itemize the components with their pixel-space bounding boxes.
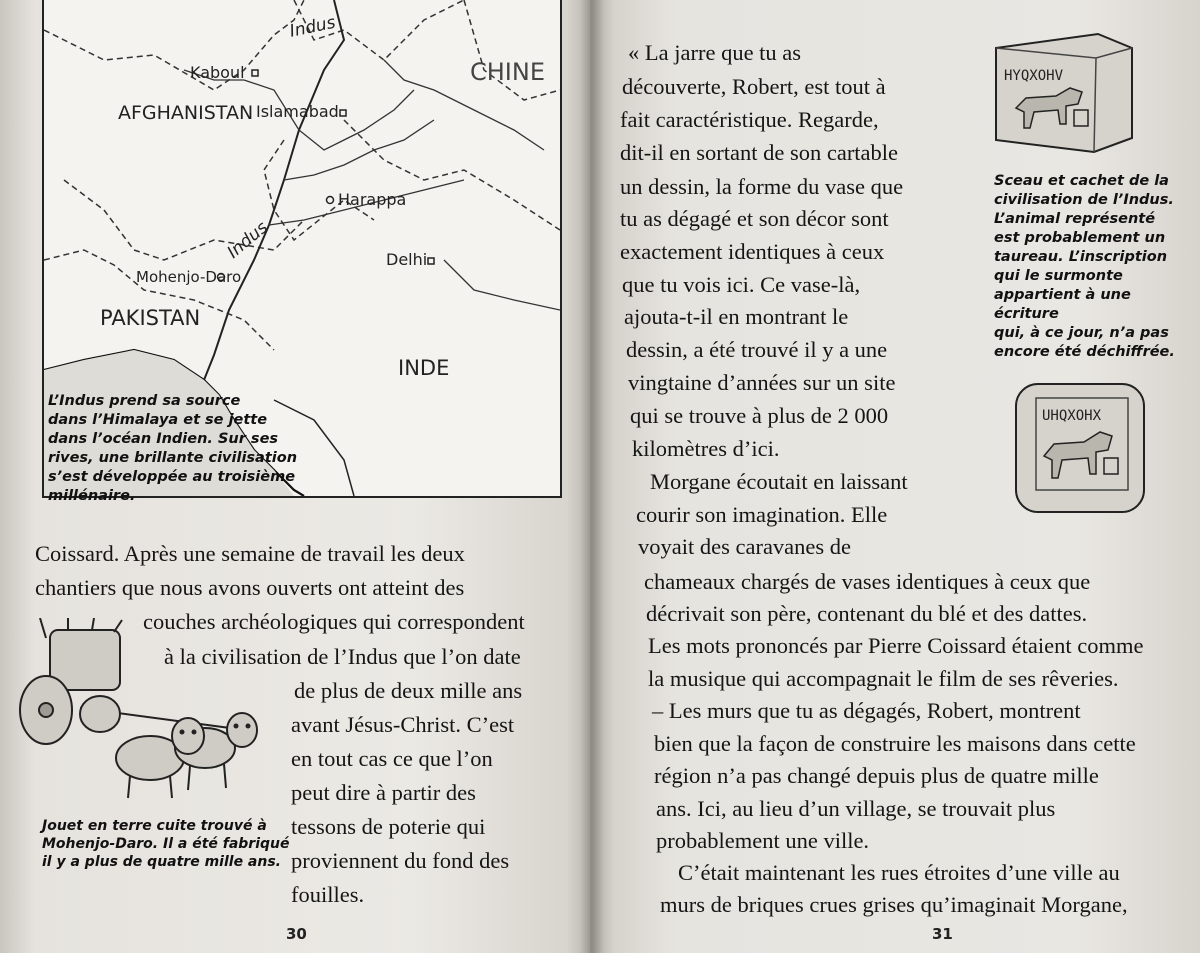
right-body-line: C’était maintenant les rues étroites d’une ville au bbox=[678, 860, 1120, 885]
left-body-line: chantiers que nous avons ouverts ont atteint des bbox=[35, 575, 465, 600]
right-body-line: un dessin, la forme du vase que bbox=[620, 174, 904, 199]
right-body-line: ajouta-t-il en montrant le bbox=[624, 304, 849, 329]
terracotta-ox-cart-illustration bbox=[10, 618, 280, 808]
map-label-delhi: Delhi bbox=[386, 250, 428, 269]
left-body-line: à la civilisation de l’Indus que l’on date bbox=[164, 644, 521, 669]
right-body-line: fait caractéristique. Regarde, bbox=[620, 107, 879, 132]
map-label-harappa: Harappa bbox=[338, 190, 407, 209]
map-label-afghanistan: AFGHANISTAN bbox=[118, 102, 254, 124]
left-body-line: peut dire à partir des bbox=[291, 780, 476, 805]
seal-caption-line: civilisation de l’Indus. bbox=[994, 192, 1174, 208]
map-caption-line: rives, une brillante civilisation bbox=[48, 450, 298, 466]
seal-illustration-bottom bbox=[1010, 378, 1150, 518]
seal-caption-line: qui, à ce jour, n’a pas bbox=[994, 325, 1169, 341]
right-body-line: courir son imagination. Elle bbox=[636, 502, 888, 527]
seal-caption-line: taureau. L’inscription bbox=[994, 249, 1168, 265]
right-body-line: chameaux chargés de vases identiques à ceux que bbox=[644, 569, 1091, 594]
left-body-line: proviennent du fond des bbox=[291, 848, 510, 873]
left-body-line: avant Jésus-Christ. C’est bbox=[291, 712, 515, 737]
right-body-line: que tu vois ici. Ce vase-là, bbox=[622, 272, 861, 297]
seal-inscription-bottom: UHQXOHX bbox=[1042, 408, 1102, 424]
right-body-line: tu as dégagé et son décor sont bbox=[620, 206, 889, 231]
map-label-pakistan: PAKISTAN bbox=[100, 306, 201, 330]
map-caption bbox=[48, 392, 297, 506]
left-body-line: couches archéologiques qui correspondent bbox=[143, 609, 525, 634]
toy-caption-line: il y a plus de quatre mille ans. bbox=[42, 854, 281, 870]
right-body-line: décrivait son père, contenant du blé et des dattes. bbox=[646, 601, 1088, 626]
left-body-line: tessons de poterie qui bbox=[291, 814, 486, 839]
seal-caption-line: est probablement un bbox=[994, 230, 1166, 246]
book-gutter bbox=[580, 0, 604, 953]
toy-caption-line: Mohenjo-Daro. Il a été fabriqué bbox=[42, 836, 290, 852]
seal-caption bbox=[994, 172, 1200, 362]
right-body-line: Morgane écoutait en laissant bbox=[650, 469, 908, 494]
right-body-line: découverte, Robert, est tout à bbox=[622, 74, 886, 99]
seal-caption-line: qui le surmonte bbox=[994, 268, 1123, 284]
right-body-line: vingtaine d’années sur un site bbox=[628, 370, 896, 395]
left-body-line: fouilles. bbox=[291, 882, 365, 907]
right-body-line: ans. Ici, au lieu d’un village, se trouvait plus bbox=[656, 796, 1056, 821]
map-caption-line: s’est développée au troisième bbox=[48, 469, 296, 485]
map-label-chine: CHINE bbox=[470, 58, 545, 86]
seal-caption-line: L’animal représenté bbox=[994, 211, 1156, 227]
right-body-line: probablement une ville. bbox=[656, 828, 870, 853]
seal-illustration-top bbox=[986, 28, 1136, 158]
page-number-left: 30 bbox=[286, 925, 307, 943]
map-label-indus-river-mid: Indus bbox=[223, 217, 272, 263]
toy-caption-line: Jouet en terre cuite trouvé à bbox=[42, 818, 267, 834]
right-body-line: qui se trouve à plus de 2 000 bbox=[630, 403, 889, 428]
map-caption-line: dans l’océan Indien. Sur ses bbox=[48, 431, 279, 447]
right-body-line: – Les murs que tu as dégagés, Robert, montrent bbox=[652, 698, 1081, 723]
right-body-line: exactement identiques à ceux bbox=[620, 239, 885, 264]
left-page bbox=[0, 0, 590, 953]
seal-inscription-top: HYQXOHV bbox=[1004, 68, 1064, 84]
map-caption-line: dans l’Himalaya et se jette bbox=[48, 412, 268, 428]
right-body-line: kilomètres d’ici. bbox=[632, 436, 780, 461]
right-body-line: dessin, a été trouvé il y a une bbox=[626, 337, 888, 362]
map-label-inde: INDE bbox=[398, 356, 450, 380]
right-body-line: « La jarre que tu as bbox=[628, 40, 802, 65]
right-body-line: voyait des caravanes de bbox=[638, 534, 852, 559]
seal-caption-line: encore été déchiffrée. bbox=[994, 344, 1175, 360]
map-label-islamabad: Islamabad bbox=[256, 102, 339, 121]
right-body-line: la musique qui accompagnait le film de ses rêveries. bbox=[648, 666, 1119, 691]
left-body-line: de plus de deux mille ans bbox=[294, 678, 523, 703]
map-label-kaboul: Kaboul bbox=[190, 63, 245, 82]
map-caption-line: millénaire. bbox=[48, 488, 136, 504]
indus-map bbox=[42, 0, 562, 504]
left-body-line: en tout cas ce que l’on bbox=[291, 746, 493, 771]
right-body-line: bien que la façon de construire les maisons dans cette bbox=[654, 731, 1136, 756]
right-body-line: murs de briques crues grises qu’imaginait Morgane, bbox=[660, 892, 1128, 917]
right-body-line: Les mots prononcés par Pierre Coissard étaient comme bbox=[648, 633, 1144, 658]
map-label-mohenjo-daro: Mohenjo-Daro bbox=[136, 268, 242, 286]
seal-caption-line: Sceau et cachet de la bbox=[994, 173, 1169, 189]
right-body-line: dit-il en sortant de son cartable bbox=[620, 140, 899, 165]
page-number-right: 31 bbox=[932, 925, 953, 943]
toy-caption bbox=[42, 817, 290, 871]
right-body-line: région n’a pas changé depuis plus de quatre mille bbox=[654, 763, 1099, 788]
map-caption-line: L’Indus prend sa source bbox=[48, 393, 241, 409]
left-body-line: Coissard. Après une semaine de travail les deux bbox=[35, 541, 465, 566]
map-label-indus-river-top: Indus bbox=[287, 12, 338, 42]
right-page bbox=[590, 0, 1200, 953]
seal-caption-line: appartient à une écriture bbox=[994, 287, 1131, 322]
